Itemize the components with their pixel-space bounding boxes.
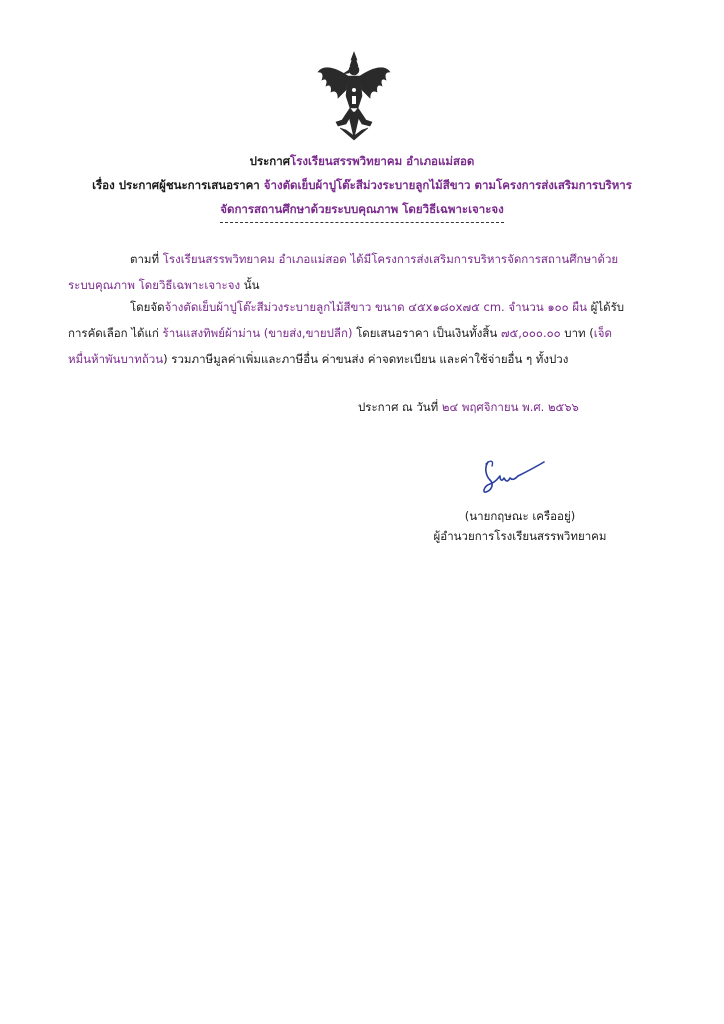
paragraph-2-line-1 (130, 294, 720, 320)
paragraph-1-line-1 (130, 246, 720, 272)
subject-item: จ้างตัดเย็บผ้าปูโต๊ะสีม่วงระบายลูกไม้สีขาว ตามโครงการส่งเสริมการบริหาร (263, 178, 632, 192)
signatory-title: ผู้อำนวยการโรงเรียนสรรพวิทยาคม (433, 529, 607, 543)
garuda-emblem-icon (316, 50, 392, 142)
para2-tail: ผู้ได้รับ (586, 300, 625, 314)
header-divider (220, 222, 504, 223)
para2-lead: โดยจัด (130, 300, 165, 314)
para2-item: จ้างตัดเย็บผ้าปูโต๊ะสีม่วงระบายลูกไม้สีขาว ขนาด ๔๕x๑๘๐x๗๕ cm. จำนวน ๑๐๐ ผืน (164, 300, 587, 314)
handwritten-signature (456, 456, 552, 500)
header-line-3: จัดการสถานศึกษาด้วยระบบคุณภาพ โดยวิธีเฉพาะเจาะจง (220, 202, 504, 216)
amount-words-start: เจ็ด (593, 326, 612, 340)
para1-project: ระบบคุณภาพ โดยวิธีเฉพาะเจาะจง (68, 278, 241, 292)
total-amount: ๗๕,๐๐๐.๐๐ (500, 326, 561, 340)
vendor-name: ร้านแสงทิพย์ผ้าม่าน (ขายส่ง,ขายปลีก) (162, 326, 353, 340)
para2-price-label: โดยเสนอราคา เป็นเงินทั้งสิ้น (352, 326, 501, 340)
baht-label: บาท ( (560, 326, 594, 340)
signatory-name: (นายกฤษณะ เครืออยู่) (464, 509, 576, 523)
amount-words-end: หมื่นห้าพันบาทถ้วน (68, 352, 164, 366)
paragraph-2-line-3 (68, 346, 658, 372)
para2-conditions: ) รวมภาษีมูลค่าเพิ่มและภาษีอื่น ค่าขนส่ง ค่าจดทะเบียน และค่าใช้จ่ายอื่น ๆ ทั้งปวง (163, 352, 569, 366)
para1-mid: ได้มีโครงการส่งเสริมการบริหารจัดการสถานศึกษาด้วย (346, 252, 619, 266)
para1-tail: นั้น (240, 278, 260, 292)
subject-label: เรื่อง ประกาศผู้ชนะการเสนอราคา (92, 178, 264, 192)
para1-school: โรงเรียนสรรพวิทยาคม อำเภอแม่สอด (162, 252, 347, 266)
announcement-label: ประกาศ ณ วันที่ (358, 400, 442, 414)
para1-lead: ตามที่ (130, 252, 163, 266)
header-school-name: โรงเรียนสรรพวิทยาคม อำเภอแม่สอด (290, 154, 475, 168)
header-prefix: ประกาศ (249, 154, 291, 168)
announcement-date-line (358, 396, 579, 418)
header-line-1 (40, 150, 684, 172)
para2-selection: การคัดเลือก ได้แก่ (68, 326, 163, 340)
paragraph-2-line-2 (68, 320, 658, 346)
header-line-2 (40, 174, 684, 196)
announcement-date: ๒๔ พฤศจิกายน พ.ศ. ๒๕๖๖ (441, 400, 579, 414)
